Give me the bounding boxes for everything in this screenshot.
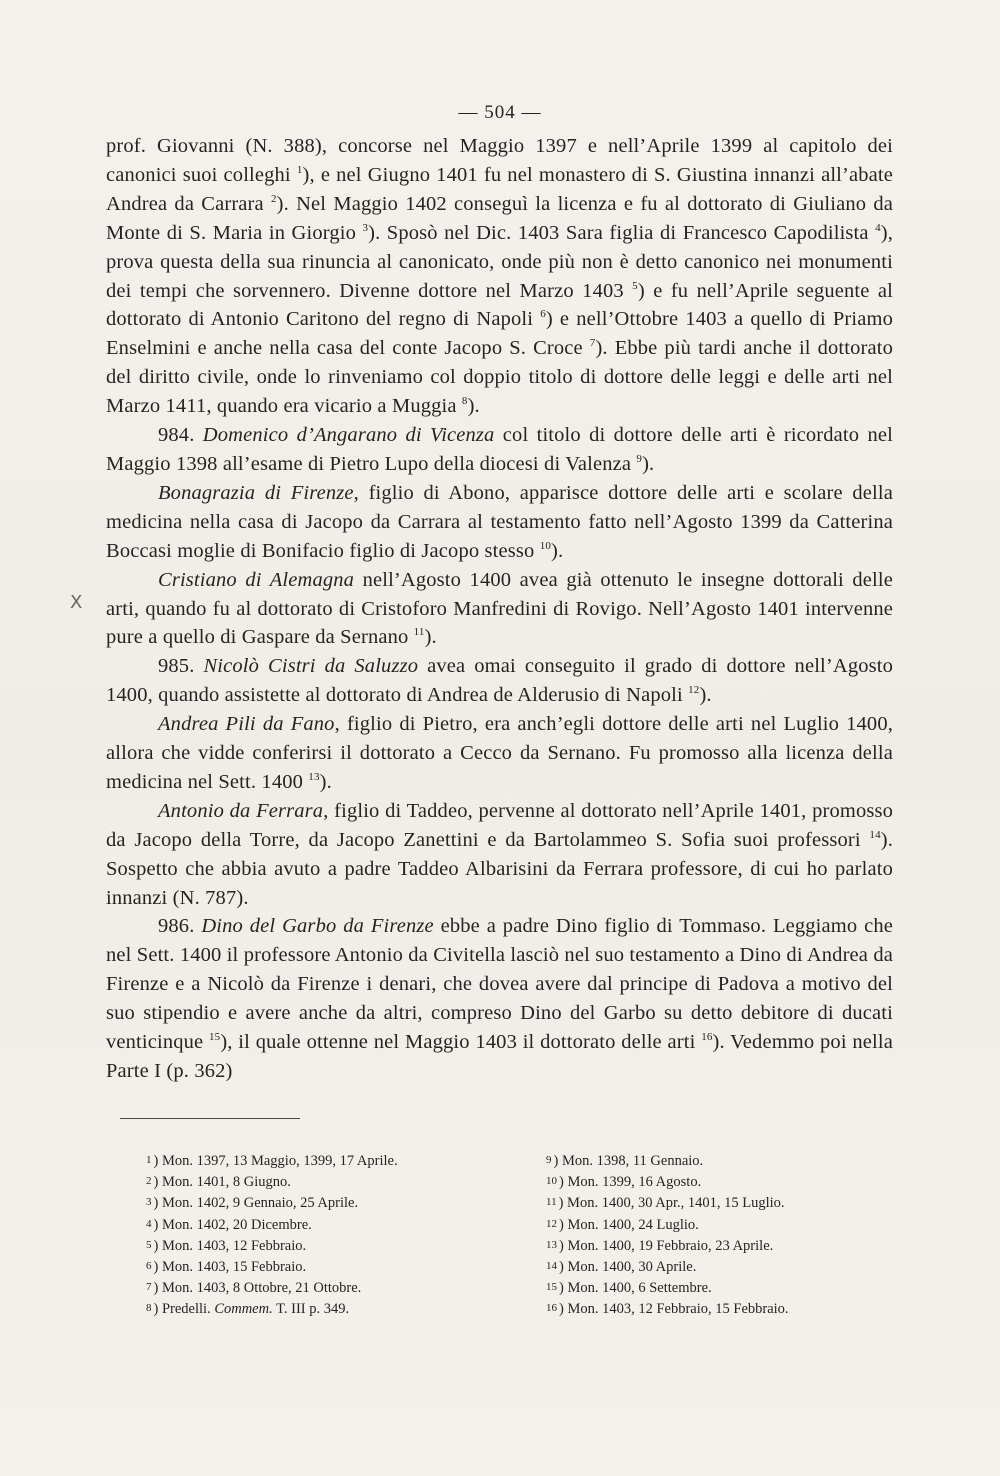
footnote-text: ) Mon. 1400, 30 Aprile.	[559, 1259, 697, 1276]
footnote-text: ) Mon. 1401, 8 Giugno.	[153, 1174, 291, 1191]
footnote	[146, 1214, 546, 1235]
text-run: ), e nel Giugno 1401 fu nel monastero di S. Giustina innanzi all’abate Andrea da Carrara	[106, 163, 893, 215]
footnote-reference: 8	[461, 395, 468, 408]
footnote-number: 12	[546, 1217, 557, 1230]
footnote-text: ) Mon. 1403, 12 Febbraio.	[153, 1237, 307, 1254]
person-name: Bonagrazia di Firenze	[158, 481, 354, 504]
person-name: Domenico d’Angarano di Vicenza	[202, 424, 495, 447]
footnote	[546, 1150, 876, 1171]
footnote-text: ) Mon. 1400, 19 Febbraio, 23 Aprile.	[559, 1237, 774, 1254]
footnote	[546, 1256, 876, 1277]
footnote-number: 14	[546, 1260, 557, 1273]
footnotes	[146, 1150, 886, 1320]
footnote	[546, 1171, 876, 1192]
text-run: 984.	[158, 424, 203, 447]
text-run: ) e fu nell’Aprile seguente al dottorato di Antonio Caritono del regno di Napoli	[106, 279, 893, 331]
person-name: Antonio da Ferrara	[158, 799, 324, 822]
footnote-number: 6	[146, 1260, 152, 1273]
paragraph	[106, 479, 893, 566]
footnote-reference: 10	[539, 539, 551, 552]
footnote-text: ) Predelli.	[153, 1301, 215, 1318]
text-run: ).	[467, 395, 480, 418]
footnote	[146, 1150, 546, 1171]
footnote	[146, 1256, 546, 1277]
text-run: ).	[551, 539, 564, 562]
text-run: ).	[699, 684, 712, 707]
footnote-number: 13	[546, 1238, 557, 1251]
footnote-number: 16	[546, 1302, 557, 1315]
footnote	[546, 1235, 876, 1256]
text-run: ). Vedemmo poi nella Parte I (p. 362)	[106, 1031, 893, 1082]
text-run: avea omai conseguito il grado di dottore nell’Agosto 1400, quando assistette al dottorato di Andrea de Alderusio di Napoli	[106, 655, 893, 707]
text-run: ).	[319, 770, 332, 793]
footnote-reference: 7	[589, 337, 596, 350]
footnote-text: ) Mon. 1402, 20 Dicembre.	[153, 1216, 312, 1233]
footnote-italic-title: Commem.	[214, 1301, 273, 1318]
text-run: ).	[642, 452, 655, 475]
footnote-text: ) Mon. 1397, 13 Maggio, 1399, 17 Aprile.	[153, 1153, 398, 1169]
footnote	[546, 1277, 876, 1298]
person-name: Andrea Pili da Fano	[158, 713, 335, 736]
paragraph	[106, 566, 893, 653]
footnote-text: ) Mon. 1402, 9 Gennaio, 25 Aprile.	[153, 1195, 359, 1212]
footnote-text: T. III p. 349.	[272, 1301, 350, 1318]
footnote	[546, 1298, 876, 1319]
text-run: ebbe a padre Dino figlio di Tommaso. Leggiamo che nel Sett. 1400 il professore Antonio da Civitella lasciò nel suo testamento a Dino di Andrea da Firenze e a Nicolò da Firenze i denari, che dovea avere dal principe di Padova a motivo del suo stipendio e avere anche da altri, compreso Dino del Garbo su detto debitore di ducati venticinque	[106, 915, 893, 1054]
footnote-separator-rule	[120, 1118, 300, 1119]
paragraph	[106, 652, 893, 710]
footnote-text: ) Mon. 1400, 24 Luglio.	[559, 1216, 699, 1233]
footnote-reference: 16	[701, 1031, 713, 1044]
text-run: ), il quale ottenne nel Maggio 1403 il dottorato delle arti	[220, 1031, 702, 1054]
footnote-reference: 6	[540, 308, 546, 321]
text-run: ). Nel Maggio 1402 conseguì la licenza e fu al dottorato di Giuliano da Monte di S. Maria in Giorgio	[106, 192, 893, 244]
text-run: nell’Agosto 1400 avea già ottenuto le insegne dottorali delle arti, quando fu al dottorato di Cristoforo Manfredini di Rovigo. Nell’Agosto 1401 intervenne pure a quello di Gaspare da Sernano	[106, 568, 893, 649]
text-run: 986.	[158, 915, 202, 938]
footnote	[146, 1298, 546, 1319]
text-run: ).	[424, 626, 437, 649]
footnotes-left-column	[146, 1150, 546, 1320]
text-run: , figlio di Abono, apparisce dottore delle arti e scolare della medicina nella casa di Jacopo da Carrara al testamento fatto nell’Agosto 1399 da Catterina Boccasi moglie di Bonifacio figlio di Jacopo stesso	[106, 481, 893, 562]
footnote-text: ) Mon. 1403, 12 Febbraio, 15 Febbraio.	[559, 1301, 789, 1318]
footnote-number: 8	[146, 1302, 152, 1315]
footnote-reference: 9	[636, 453, 643, 466]
footnote-number: 2	[146, 1175, 152, 1188]
text-run: 985.	[158, 655, 204, 678]
person-name: Cristiano di Alemagna	[158, 568, 355, 591]
paragraph	[106, 912, 893, 1085]
footnote-number: 7	[146, 1281, 152, 1294]
text-run: ). Ebbe più tardi anche il dottorato del diritto civile, onde lo rinveniamo col doppio titolo di dottore delle leggi e delle arti nel Marzo 1411, quando era vicario a Muggia	[106, 337, 893, 418]
page-number: — 504 —	[458, 102, 542, 123]
person-name: Dino del Garbo da Firenze	[201, 915, 434, 938]
main-text-body	[106, 132, 893, 1086]
paragraph	[106, 710, 893, 797]
footnote-number: 11	[546, 1196, 557, 1209]
text-run: ). Sposò nel Dic. 1403 Sara figlia di Francesco Capodilista	[368, 221, 876, 244]
text-run: ). Sospetto che abbia avuto a padre Taddeo Albarisini da Ferrara professore, di cui ho parlato innanzi (N. 787).	[106, 828, 893, 909]
footnote	[146, 1235, 546, 1256]
footnote-reference: 1	[296, 164, 303, 177]
margin-annotation-mark: X	[70, 592, 83, 613]
footnote-number: 10	[546, 1175, 557, 1188]
footnote-text: ) Mon. 1400, 6 Settembre.	[559, 1280, 712, 1297]
footnote-reference: 11	[413, 626, 425, 639]
text-run: ) e nell’Ottobre 1403 a quello di Priamo Enselmini e anche nella casa del conte Jacopo S. Croce	[106, 308, 893, 360]
footnote-text: ) Mon. 1398, 11 Gennaio.	[553, 1153, 704, 1169]
footnote	[146, 1171, 546, 1192]
footnote-number: 9	[546, 1154, 552, 1166]
text-run: col titolo di dottore delle arti è ricordato nel Maggio 1398 all’esame di Pietro Lupo della diocesi di Valenza	[106, 424, 893, 475]
footnote	[546, 1192, 876, 1213]
footnote-text: ) Mon. 1400, 30 Apr., 1401, 15 Luglio.	[558, 1195, 785, 1212]
footnote-number: 1	[146, 1154, 152, 1166]
footnote-text: ) Mon. 1403, 15 Febbraio.	[153, 1259, 307, 1276]
footnote-number: 3	[146, 1196, 152, 1209]
footnote	[146, 1192, 546, 1213]
footnote-reference: 14	[869, 828, 881, 841]
footnote-number: 15	[546, 1281, 557, 1294]
footnote-reference: 5	[632, 279, 638, 292]
paragraph	[106, 132, 893, 421]
text-run: ), prova questa della sua rinuncia al canonicato, onde più non è detto canonico nei monumenti dei tempi che sorvennero. Divenne dottore nel Marzo 1403	[106, 221, 894, 302]
text-run: , figlio di Taddeo, pervenne al dottorato nell’Aprile 1401, promosso da Jacopo della Torre, da Jacopo Zanettini e da Bartolammeo S. Sofia suoi professori	[106, 799, 894, 851]
footnote-text: ) Mon. 1399, 16 Agosto.	[559, 1174, 702, 1191]
footnote-text: ) Mon. 1403, 8 Ottobre, 21 Ottobre.	[153, 1280, 362, 1297]
text-run: prof. Giovanni (N. 388), concorse nel Maggio 1397 e nell’Aprile 1399 al capitolo dei canonici suoi colleghi	[106, 135, 893, 186]
footnote	[546, 1214, 876, 1235]
text-run: , figlio di Pietro, era anch’egli dottore delle arti nel Luglio 1400, allora che vidde conferirsi il dottorato a Cecco da Sernano. Fu promosso alla licenza della medicina nel Sett. 1400	[106, 713, 893, 793]
footnote-reference: 3	[362, 221, 369, 234]
footnote-number: 5	[146, 1238, 152, 1251]
footnote-reference: 2	[270, 192, 277, 205]
footnote	[146, 1277, 546, 1298]
footnote-number: 4	[146, 1217, 152, 1230]
paragraph	[106, 797, 893, 913]
footnote-reference: 15	[209, 1031, 221, 1044]
footnote-reference: 4	[875, 221, 881, 234]
footnotes-right-column	[546, 1150, 876, 1320]
footnote-reference: 13	[308, 771, 320, 784]
footnote-reference: 12	[688, 684, 700, 697]
person-name: Nicolò Cistri da Saluzzo	[203, 655, 419, 678]
paragraph	[106, 421, 893, 479]
